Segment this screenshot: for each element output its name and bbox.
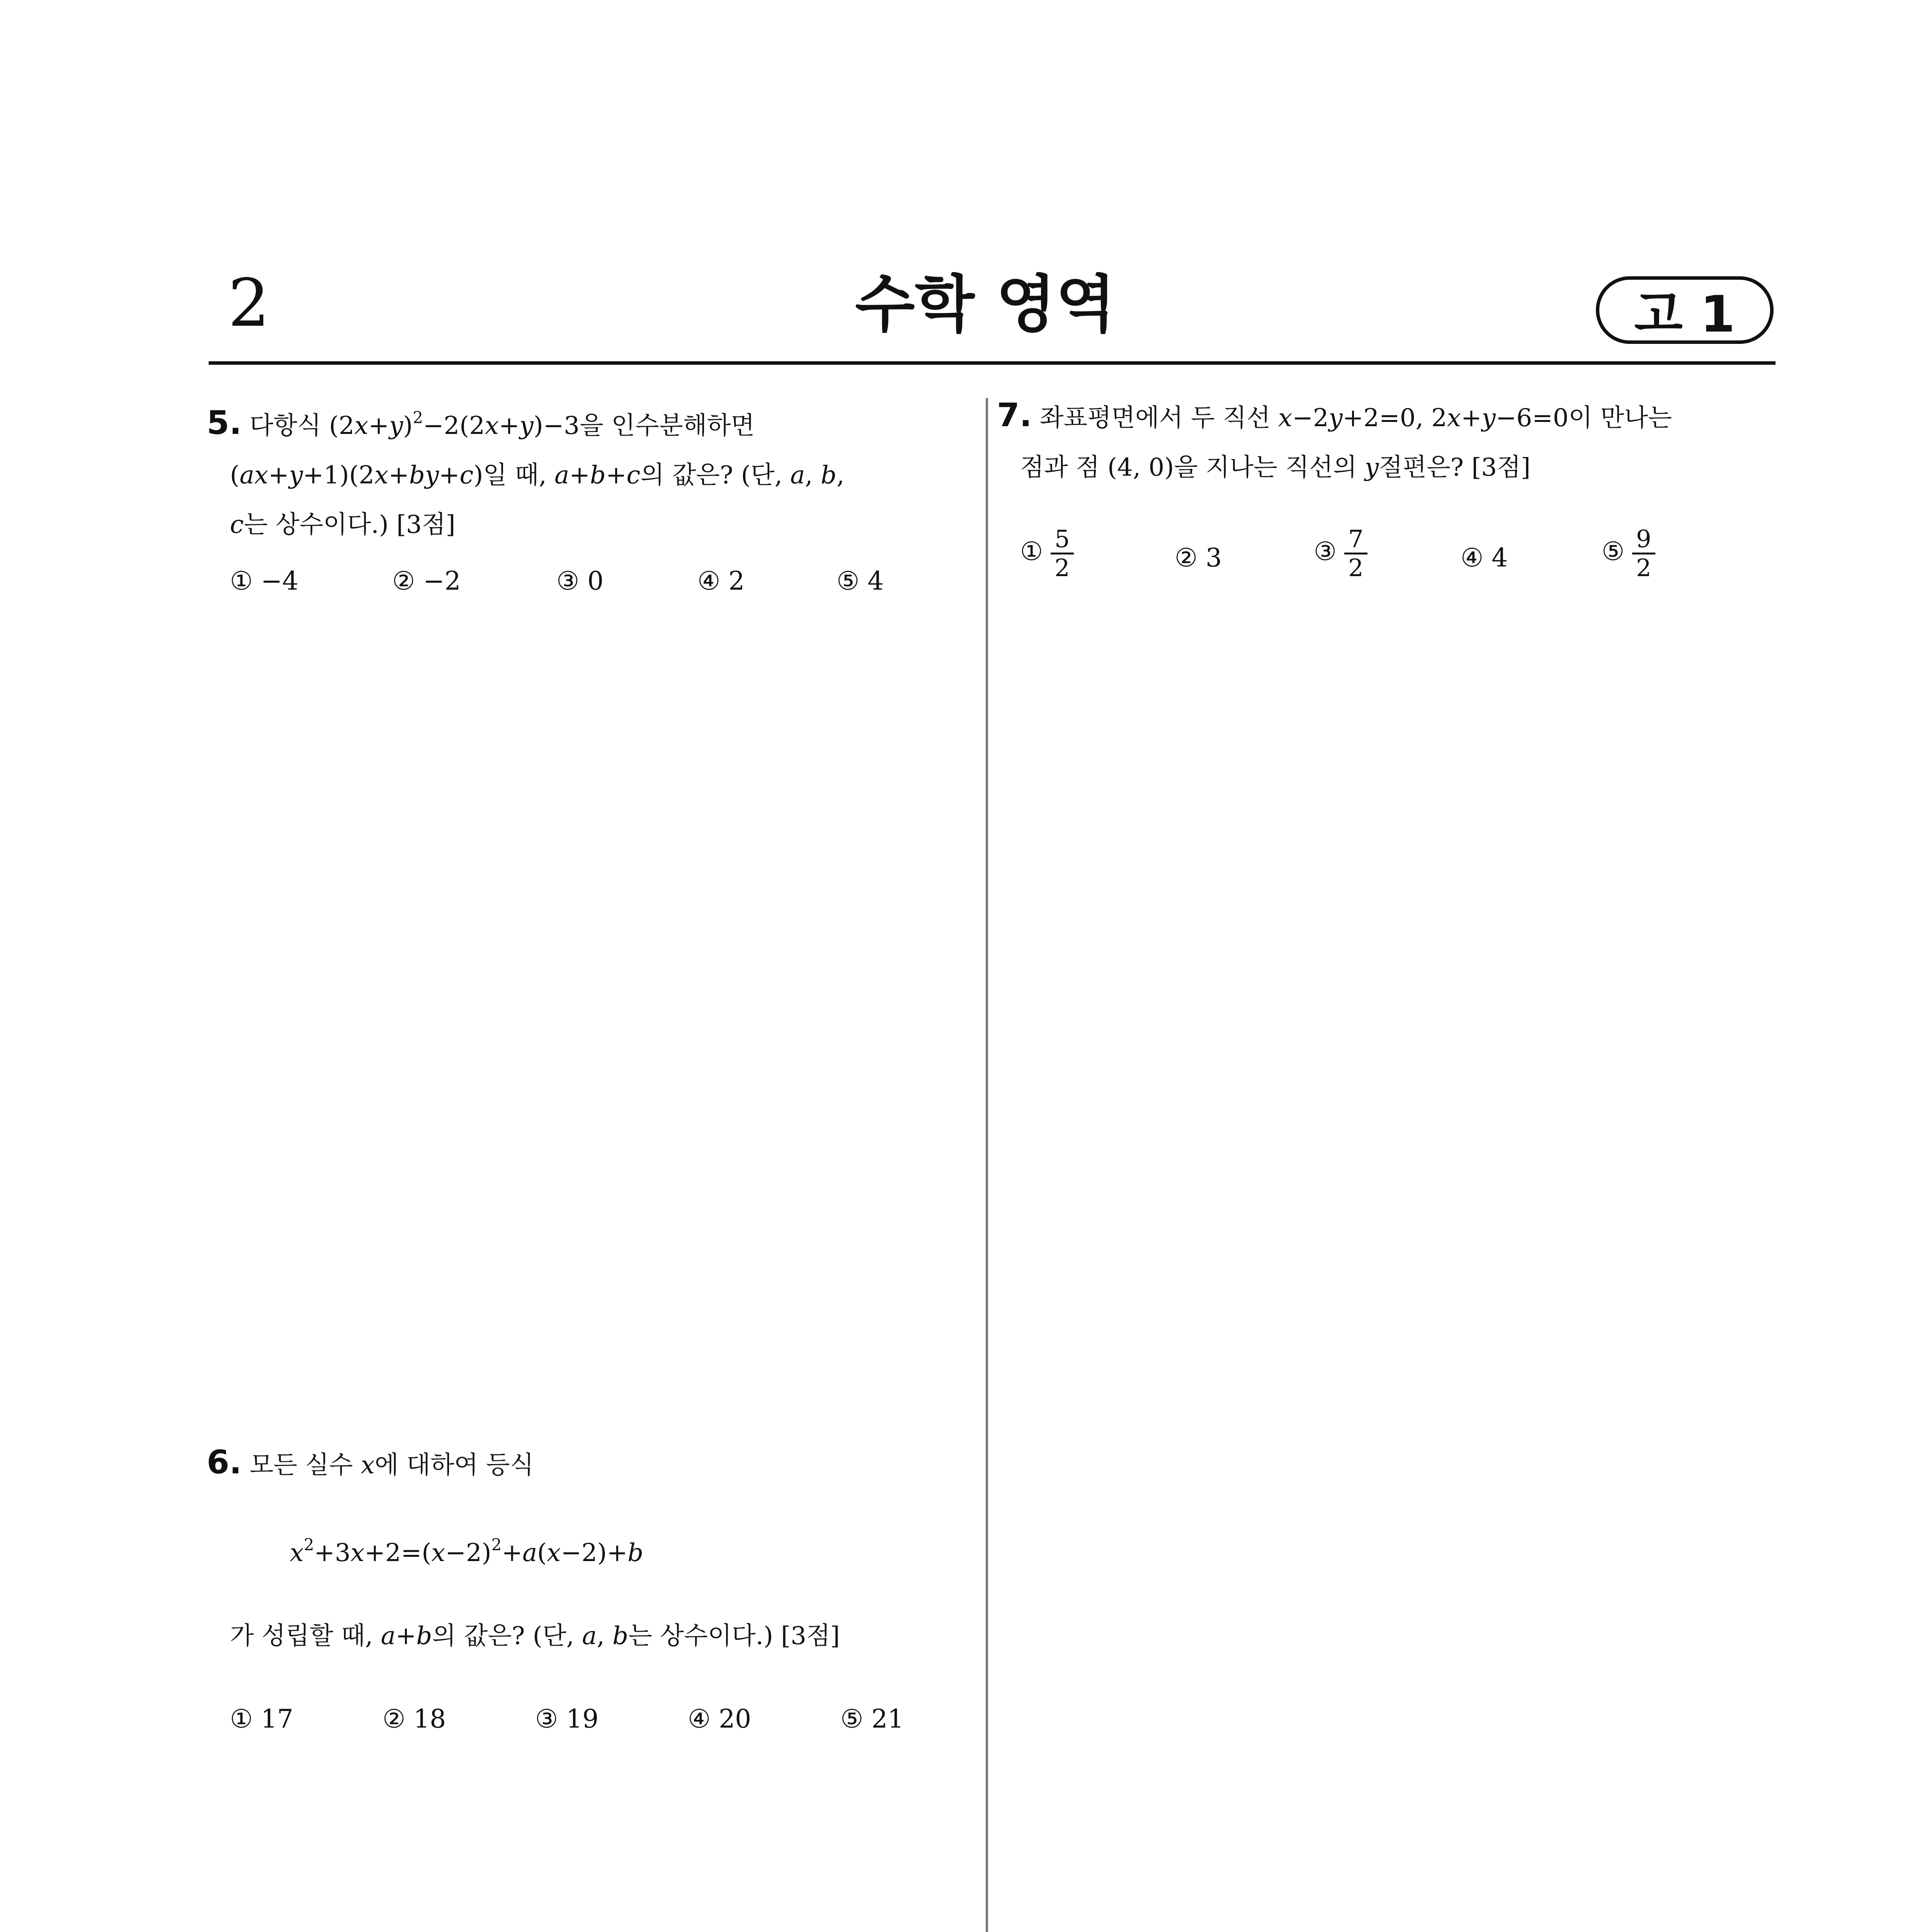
question-6-text-1: 모든 실수 x에 대하여 등식	[249, 1451, 534, 1480]
question-6-condition: 가 성립할 때, a+b의 값은? (단, a, b는 상수이다.) [3점]	[230, 1622, 840, 1650]
fraction: $\frac{7}{2}$	[1344, 526, 1367, 582]
choice-mark: ④	[1461, 543, 1484, 573]
question-number: 6.	[207, 1443, 242, 1481]
choice-2[interactable]: ② 18	[383, 1704, 446, 1734]
question-6-line-1	[207, 1437, 972, 1490]
choice-mark: ①	[1020, 536, 1043, 566]
choice-5[interactable]	[1602, 526, 1655, 582]
choice-1[interactable]: ① −4	[230, 566, 299, 596]
question-5-line-1	[207, 398, 972, 451]
choice-mark: ⑤	[1602, 536, 1625, 566]
grade-label: 고 1	[1634, 285, 1735, 344]
choice-4[interactable]: ④ 20	[688, 1704, 752, 1734]
question-5-line-3: c는 상수이다.) [3점]	[230, 510, 456, 539]
question-7	[997, 390, 1770, 492]
question-number: 5.	[207, 404, 242, 442]
choice-mark: ②	[1175, 543, 1198, 573]
column-divider	[986, 398, 988, 1932]
header-rule	[209, 361, 1776, 365]
choice-4[interactable]: ④ 2	[697, 566, 745, 596]
subject-title: 수학 영역	[855, 268, 1116, 340]
choice-2[interactable]: ② −2	[392, 566, 461, 596]
choice-mark: ③	[1314, 536, 1337, 566]
question-5	[207, 398, 972, 549]
question-7-text-1: 좌표평면에서 두 직선 x−2y+2=0, 2x+y−6=0이 만나는	[1039, 404, 1672, 432]
choice-3[interactable]: ③ 0	[556, 566, 604, 596]
question-5-text-1: 다항식 $(2x+y)^2-2(2x+y)-3$을 인수분해하면	[249, 408, 755, 440]
fraction: $\frac{9}{2}$	[1632, 526, 1655, 582]
choice-5[interactable]: ⑤ 21	[840, 1704, 904, 1734]
choice-1[interactable]	[1020, 526, 1074, 582]
grade-badge	[1596, 276, 1774, 344]
choice-3[interactable]: ③ 19	[535, 1704, 599, 1734]
question-number: 7.	[997, 396, 1032, 434]
choice-3[interactable]	[1314, 526, 1367, 582]
choice-1[interactable]: ① 17	[230, 1704, 294, 1734]
question-6-equation: $x^2+3x+2=(x-2)^2+a(x-2)+b$	[290, 1535, 644, 1567]
question-7-line-1	[997, 390, 1770, 443]
choice-2[interactable]: ② 3	[1175, 543, 1222, 573]
question-5-line-2: (ax+y+1)(2x+by+c)일 때, a+b+c의 값은? (단, a, b,	[230, 461, 845, 490]
page-number: 2	[228, 265, 270, 342]
choice-4[interactable]: ④ 4	[1461, 543, 1508, 573]
question-7-line-2: 점과 점 (4, 0)을 지나는 직선의 y절편은? [3점]	[1020, 453, 1531, 482]
choice-5[interactable]: ⑤ 4	[837, 566, 884, 596]
fraction: $\frac{5}{2}$	[1051, 526, 1073, 582]
question-6	[207, 1437, 972, 1490]
